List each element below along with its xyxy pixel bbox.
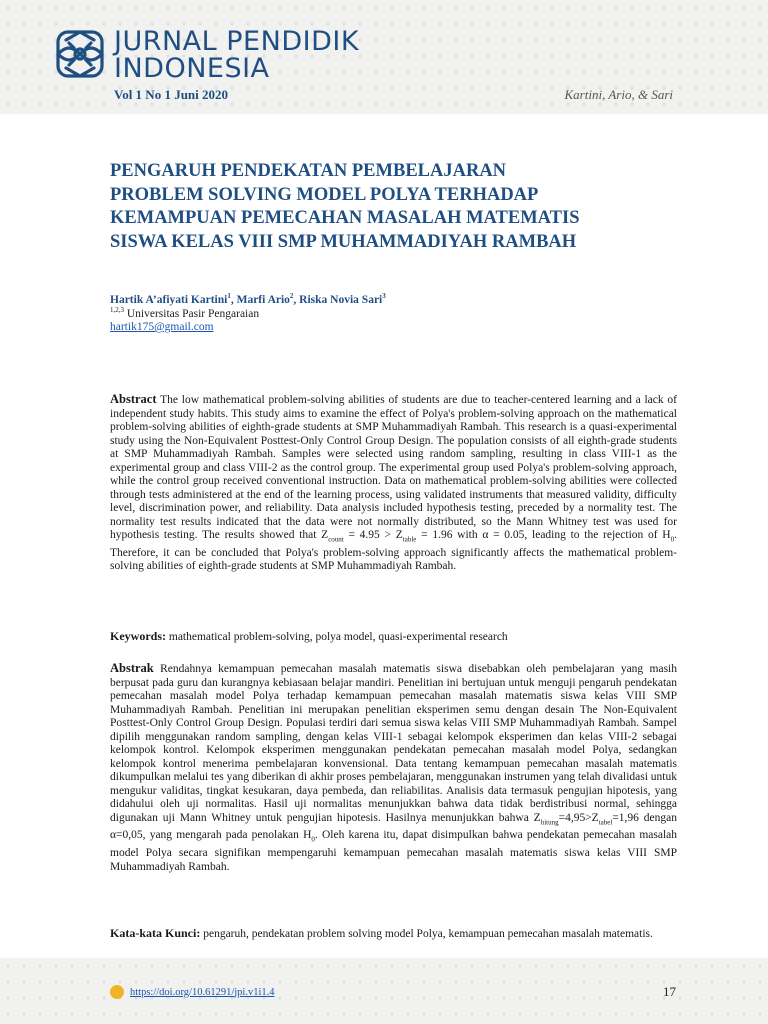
keywords-label: Keywords:: [110, 629, 166, 643]
title-line: PROBLEM SOLVING MODEL POLYA TERHADAP: [110, 184, 539, 205]
abstract-text: . Therefore, it can be concluded that Polya's problem-solving approach significantly affects the mathematical problem-solving abilities of eighth-grade students at SMP Muhammadiyah Rambah.: [110, 529, 677, 573]
subscript: 0: [311, 835, 315, 844]
keywords-english: [110, 630, 677, 645]
doi-icon: [110, 985, 124, 999]
title-line: PENGARUH PENDEKATAN PEMBELAJARAN: [110, 161, 507, 181]
journal-title: [114, 28, 359, 82]
subscript: tabel: [598, 817, 613, 826]
volume-info: Vol 1 No 1 Juni 2020: [114, 87, 229, 102]
title-line: SISWA KELAS VIII SMP MUHAMMADIYAH RAMBAH: [110, 231, 577, 252]
title-line: KEMAMPUAN PEMECAHAN MASALAH MATEMATIS: [110, 208, 580, 228]
abstract-indonesian: [110, 662, 677, 874]
keywords-indonesian: [110, 927, 677, 942]
author-list: Hartik A’afiyati Kartini$^1$, Marfi Ario$^2$, Riska Novia Sari$^3$: [110, 292, 386, 306]
abstract-text: = 4.95 > Z: [343, 529, 403, 541]
doi-line: [110, 985, 274, 999]
abstract-label: Abstract: [110, 392, 157, 406]
author-name: Hartik A’afiyati Kartini: [110, 293, 228, 306]
subscript: count: [328, 535, 344, 544]
subscript: table: [402, 535, 417, 544]
abstrak-label: Abstrak: [110, 661, 154, 675]
journal-logo-icon: [52, 26, 108, 82]
kata-kunci-label: Kata-kata Kunci:: [110, 926, 201, 940]
abstrak-text: =4,95>Z: [558, 811, 599, 824]
page-number: 17: [663, 984, 676, 999]
abstract-text: = 1.96 with α = 0.05, leading to the rejection of H: [416, 529, 671, 541]
abstrak-text: =1,96 dengan α=0,05, yang mengarah pada penolakan H: [110, 811, 677, 842]
affiliation-text: Universitas Pasir Pengaraian: [126, 307, 260, 320]
subscript: 0: [670, 535, 675, 544]
author-name: Marfi Ario: [236, 293, 290, 306]
author-sup: 1: [227, 292, 231, 300]
doi-link[interactable]: https://doi.org/10.61291/jpi.v1i1.4: [130, 986, 275, 998]
abstract-english: [110, 393, 677, 574]
article-title: [110, 160, 670, 254]
abstrak-text: . Oleh karena itu, dapat disimpulkan bahwa pendekatan pemecahan masalah model Polya secara signifikan mempengaruhi kemampuan pemecahan masalah matematis siswa kelas VIII SMP Muhammadiyah Rambah.: [110, 829, 677, 873]
journal-title-line1: JURNAL PENDIDIK: [114, 26, 360, 57]
author-sup: 3: [382, 292, 386, 300]
abstrak-text: Rendahnya kemampuan pemecahan masalah matematis siswa disebabkan oleh pembelajaran yang masih berpusat pada guru dan kurangnya kebiasaan belajar mandiri. Penelitian ini bertujuan untuk menguji pengaruh pendekatan pemecahan masalah model Polya terhadap kemampuan pemecahan masalah matematis siswa kelas VIII SMP Muhammadiyah Rambah. Penelitian ini merupakan penelitian eksperimen semu dengan desain The Non-Equivalent Posttest-Only Control Group Design. Populasi terdiri dari semua siswa kelas VIII SMP Muhammadiyah Rambah. Sampel dipilih menggunakan random sampling, dengan kelas VIII-1 sebagai kelompok eksperimen dan kelas VIII-2 sebagai kelompok kontrol. Kelompok eksperimen menggunakan pendekatan pemecahan masalah model Polya, sedangkan kelompok kontrol menerima pembelajaran konvensional. Data tentang kemampuan pemecahan masalah matematis dikumpulkan melalui tes yang diberikan di akhir proses pembelajaran, menggunakan instrumen yang telah divalidasi untuk mengukur validitas, tingkat kesukaran, daya pembeda, dan reliabilitas. Analisis data termasuk pengujian hipotesis, yang didahului oleh uji normalitas. Hasil uji normalitas menunjukkan bahwa data tidak berdistribusi normal, sehingga digunakan uji Mann Whitney untuk pengujian hipotesis. Hasilnya menunjukkan bahwa Z: [110, 663, 677, 824]
journal-title-line2: INDONESIA: [114, 53, 270, 84]
keywords-text: mathematical problem-solving, polya model, quasi-experimental research: [166, 631, 508, 643]
kata-kunci-text: pengaruh, pendekatan problem solving model Polya, kemampuan pemecahan masalah matematis.: [200, 928, 653, 940]
email-link[interactable]: hartik175@gmail.com: [110, 321, 214, 333]
running-authors: Kartini, Ario, & Sari: [564, 87, 673, 102]
author-name: Riska Novia Sari: [299, 293, 383, 306]
abstract-text: The low mathematical problem-solving abilities of students are due to teacher-centered learning and a lack of independent study habits. This study aims to examine the effect of Polya's problem-solving approach on the mathematical problem-solving abilities of eighth-grade students at SMP Muhammadiyah Rambah. This research is a quasi-experimental study using the Non-Equivalent Posttest-Only Control Group Design. The population consists of all eighth-grade students at SMP Muhammadiyah Rambah. Samples were selected using random sampling, resulting in class VIII-1 as the experimental group and class VIII-2 as the control group. The experimental group used Polya's problem-solving approach, while the control group received conventional instruction. Data on mathematical problem-solving abilities were collected through tests administered at the end of the learning process, using validated instruments that measured validity, difficulty level, discrimination power, and reliability. Data analysis included hypothesis testing, preceded by a normality test. The normality test results indicated that the data were not normally distributed, so the Mann Whitney test was used for hypothesis testing. The results showed that Z: [110, 394, 677, 541]
author-sup: 2: [289, 292, 294, 300]
affiliation: [110, 306, 259, 320]
subscript: hitung: [540, 817, 559, 826]
affiliation-sup: 1,2,3: [110, 306, 124, 314]
